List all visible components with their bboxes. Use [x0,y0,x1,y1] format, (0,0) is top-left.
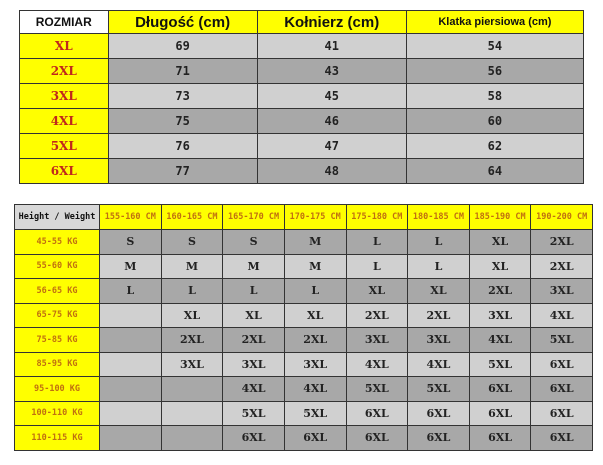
table-row [20,109,584,134]
table-row [15,426,593,451]
weight-label: 85-95 KG [15,352,100,377]
length-value: 73 [108,84,257,109]
size-cell: 4XL [223,377,285,402]
corner-header: Height / Weight [15,205,100,230]
collar-value: 47 [257,134,406,159]
weight-label: 56-65 KG [15,279,100,304]
length-value: 71 [108,59,257,84]
size-cell [161,401,223,426]
size-cell: 3XL [223,352,285,377]
size-cell [161,426,223,451]
size-cell: XL [223,303,285,328]
size-cell: 5XL [531,328,593,353]
chest-value: 58 [406,84,583,109]
column-header: Klatka piersiowa (cm) [406,11,583,34]
size-cell: 4XL [284,377,346,402]
size-cell: M [284,254,346,279]
size-cell: 5XL [346,377,408,402]
header-row [15,205,593,230]
size-cell [100,377,162,402]
weight-label: 45-55 KG [15,230,100,255]
table-row [15,328,593,353]
table-row [15,377,593,402]
weight-label: 95-100 KG [15,377,100,402]
size-cell: 4XL [469,328,531,353]
table-row [20,84,584,109]
collar-value: 45 [257,84,406,109]
collar-value: 46 [257,109,406,134]
size-cell: 3XL [161,352,223,377]
size-cell: L [408,254,470,279]
column-header: ROZMIAR [20,11,109,34]
size-cell: 6XL [469,401,531,426]
size-label: 6XL [20,159,109,184]
height-header: 155-160 CM [100,205,162,230]
size-cell [100,401,162,426]
size-cell: 6XL [346,426,408,451]
size-cell: 5XL [469,352,531,377]
size-cell: 4XL [408,352,470,377]
height-header: 190-200 CM [531,205,593,230]
size-cell: L [161,279,223,304]
size-cell [100,352,162,377]
size-cell: XL [469,254,531,279]
size-cell: 4XL [346,352,408,377]
length-value: 69 [108,34,257,59]
weight-label: 100-110 KG [15,401,100,426]
size-cell: 6XL [223,426,285,451]
size-cell: 6XL [284,426,346,451]
height-header: 170-175 CM [284,205,346,230]
size-cell: M [284,230,346,255]
size-cell: XL [469,230,531,255]
size-cell: 6XL [469,426,531,451]
size-cell: 6XL [531,426,593,451]
length-value: 77 [108,159,257,184]
size-cell: 2XL [408,303,470,328]
table-row [15,254,593,279]
collar-value: 43 [257,59,406,84]
size-cell: S [161,230,223,255]
size-cell: 2XL [284,328,346,353]
size-cell: 3XL [284,352,346,377]
height-header: 180-185 CM [408,205,470,230]
size-cell: 5XL [284,401,346,426]
chest-value: 60 [406,109,583,134]
size-cell [100,426,162,451]
chest-value: 56 [406,59,583,84]
collar-value: 41 [257,34,406,59]
size-cell: L [100,279,162,304]
size-cell: 6XL [531,401,593,426]
column-header: Kołnierz (cm) [257,11,406,34]
size-cell: 6XL [531,352,593,377]
size-cell: 2XL [161,328,223,353]
height-header: 165-170 CM [223,205,285,230]
chest-value: 62 [406,134,583,159]
table-row [20,59,584,84]
weight-label: 65-75 KG [15,303,100,328]
size-label: 5XL [20,134,109,159]
size-measurement-table [19,10,584,184]
size-cell: 6XL [408,426,470,451]
size-cell: 2XL [223,328,285,353]
table-row [15,279,593,304]
collar-value: 48 [257,159,406,184]
size-cell: L [346,254,408,279]
size-cell: 2XL [469,279,531,304]
size-cell: 5XL [408,377,470,402]
size-label: 2XL [20,59,109,84]
size-cell: M [100,254,162,279]
size-cell [100,303,162,328]
size-cell: 3XL [531,279,593,304]
table-row [20,134,584,159]
size-cell: 5XL [223,401,285,426]
size-cell: S [223,230,285,255]
table-row [20,159,584,184]
size-cell: XL [161,303,223,328]
size-cell: XL [284,303,346,328]
table-row [15,352,593,377]
size-label: 4XL [20,109,109,134]
size-cell: 3XL [469,303,531,328]
size-cell: 3XL [408,328,470,353]
size-cell: XL [408,279,470,304]
height-header: 175-180 CM [346,205,408,230]
length-value: 76 [108,134,257,159]
table-row [20,34,584,59]
table-row [15,230,593,255]
size-cell: 4XL [531,303,593,328]
table-row [15,401,593,426]
height-header: 185-190 CM [469,205,531,230]
size-cell: M [161,254,223,279]
size-cell [100,328,162,353]
chest-value: 64 [406,159,583,184]
size-cell: 2XL [346,303,408,328]
size-label: XL [20,34,109,59]
height-header: 160-165 CM [161,205,223,230]
height-weight-fit-table [14,204,593,451]
size-cell: L [223,279,285,304]
size-cell [161,377,223,402]
length-value: 75 [108,109,257,134]
size-cell: 6XL [408,401,470,426]
size-cell: M [223,254,285,279]
size-label: 3XL [20,84,109,109]
size-cell: S [100,230,162,255]
size-cell: 6XL [346,401,408,426]
size-cell: 6XL [469,377,531,402]
size-cell: 6XL [531,377,593,402]
weight-label: 55-60 KG [15,254,100,279]
column-header: Długość (cm) [108,11,257,34]
size-cell: 3XL [346,328,408,353]
header-row [20,11,584,34]
weight-label: 75-85 KG [15,328,100,353]
size-cell: L [346,230,408,255]
chest-value: 54 [406,34,583,59]
size-cell: 2XL [531,254,593,279]
table-row [15,303,593,328]
size-cell: L [408,230,470,255]
weight-label: 110-115 KG [15,426,100,451]
size-cell: L [284,279,346,304]
size-cell: XL [346,279,408,304]
size-cell: 2XL [531,230,593,255]
